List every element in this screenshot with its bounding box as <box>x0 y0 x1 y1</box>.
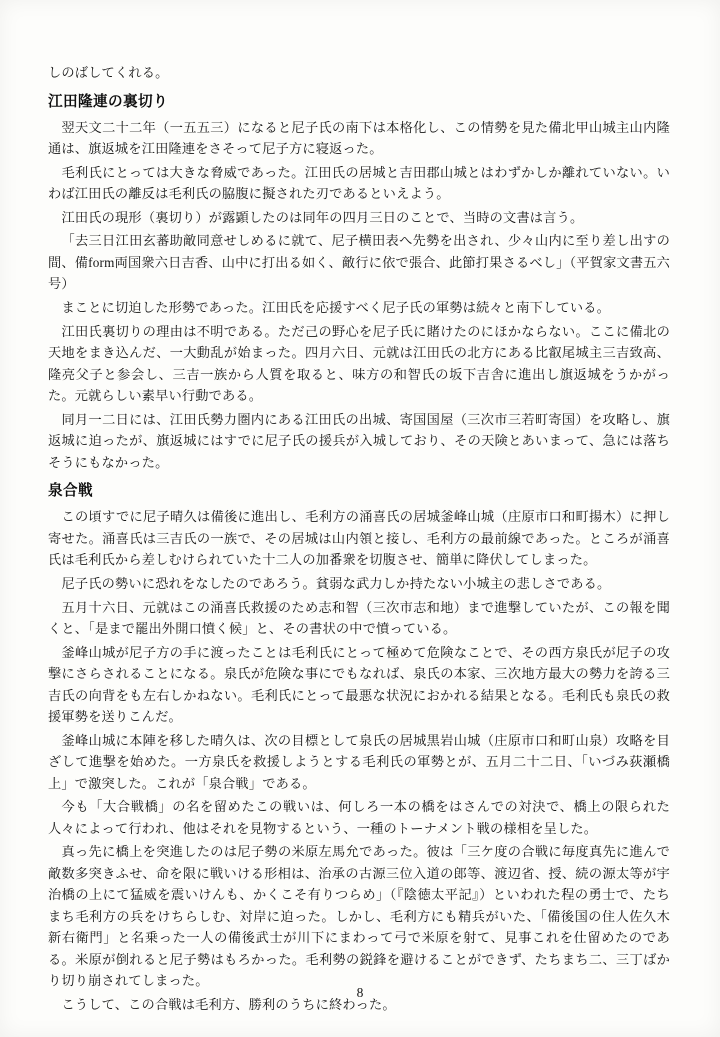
paragraph: しのばしてくれる。 <box>48 65 169 80</box>
page-body <box>48 62 670 1017</box>
paragraph: 翌天文二十二年（一五五三）になると尼子氏の南下は本格化し、この情勢を見た備北甲山城主山内隆通は、旗返城を江田隆連をさそって尼子方に寝返った。 <box>48 119 670 157</box>
paragraph: 五月十六日、元就はこの涌喜氏救援のため志和智（三次市志和地）まで進撃していたが、この報を聞くと、「是まで罷出外開口憤く候」と、その書状の中で憤っている。 <box>48 599 670 637</box>
section-heading-izumi-kassen: 泉合戦 <box>48 483 93 500</box>
quoted-passage: 「去三日江田玄蕃助敵同意せしめるに就て、尼子横田表へ先勢を出され、少々山内に至り差し出すの間、備form両国衆六日吉香、山中に打出る如く、敵行に依で張合、此節打果さるべし」（平賀家文書五六号） <box>48 233 671 292</box>
page-number: 8 <box>356 985 364 1000</box>
section-heading-eda-takatsura: 江田隆連の裏切り <box>48 93 168 110</box>
paragraph: 江田氏裏切りの理由は不明である。ただ己の野心を尼子氏に賭けたのにほかならない。ここに備北の天地をまき込んだ、一大動乱が始まった。四月六日、元就は江田氏の北方にある比叡尾城主三吉致高、隆亮父子と参会し、三吉一族から人質を取ると、味方の和智氏の坂下吉舎に進出し旗返城をうかがった。元就らしい素早い行動である。 <box>48 323 670 404</box>
paragraph: まことに切迫した形勢であった。江田氏を応援すべく尼子氏の軍勢は続々と南下している。 <box>61 299 610 315</box>
paragraph: 真っ先に橋上を突進したのは尼子勢の米原左馬允であった。彼は「三ケ度の合戦に毎度真先に進んで敵数多突きふせ、命を限に戦いける形相は、治承の古源三位入道の郎等、渡辺省、授、続の源太等が宇治橋の上にて猛威を震いけんも、かくこそ有りつらめ」（『陰徳太平記』）といわれた程の勇士で、たちまち毛利方の兵をけちらしむ、対岸に迫った。しかし、毛利方にも精兵がいた、「備後国の住人佐久木新右衛門」と名乗った一人の備後武士が川下にまわって弓で米原を射て、見事これを仕留めたのである。米原が倒れると尼子勢はもろかった。毛利勢の鋭鋒を避けることができず、たちまち二、三丁ばかり切り崩されてしまった。 <box>48 844 670 989</box>
paragraph: 同月一二日には、江田氏勢力圏内にある江田氏の出城、寄国国屋（三次市三若町寄国）を攻略し、旗返城に迫ったが、旗返城にはすでに尼子氏の援兵が入城しており、その天険とあいまって、急には落ちそうにもなかった。 <box>48 411 670 470</box>
paragraph: 釜峰山城に本陣を移した晴久は、次の目標として泉氏の居城黒岩山城（庄原市口和町山泉）攻略を目ざして進撃を始めた。一方泉氏を救援しようとする毛利氏の軍勢とが、五月二十二日、「いづみ荻瀬橋上」で激突した。これが「泉合戦」である。 <box>48 732 670 791</box>
paragraph: 今も「大合戦橋」の名を留めたこの戦いは、何しろ一本の橋をはさんでの対決で、橋上の限られた人々によって行われ、他はそれを見物するという、一種のトーナメント戦の様相を呈した。 <box>48 799 670 836</box>
paragraph: この頃すでに尼子晴久は備後に進出し、毛利方の涌喜氏の居城釜峰山城（庄原市口和町揚木）に押し寄せた。涌喜氏は三吉氏の一族で、その居城は山内領と接し、毛利方の最前線であった。ところが涌喜氏は毛利氏から差しむけられていた十二人の加番衆を切腹させ、簡単に降伏してしまった。 <box>48 509 670 568</box>
paragraph: 釜峰山城が尼子方の手に渡ったことは毛利氏にとって極めて危険なことで、その西方泉氏が尼子の攻撃にさらされることになる。泉氏が危険な事にでもなれば、泉氏の本家、三次地方最大の勢力を誇る三吉氏の向背をも左右しかねない。毛利氏にとって最悪な状況におかれる結果となる。毛利氏も泉氏の救援軍勢を送りこんだ。 <box>48 644 670 725</box>
paragraph: 江田氏の現形（裏切り）が露顕したのは同年の四月三日のことで、当時の文書は言う。 <box>61 209 584 225</box>
paragraph: 毛利氏にとっては大きな脅威であった。江田氏の居城と吉田郡山城とはわずかしか離れていない。いわば江田氏の離反は毛利氏の脇腹に擬された刃であるといえよう。 <box>48 164 670 202</box>
paragraph: こうして、この合戦は毛利方、勝利のうちに終わった。 <box>61 996 396 1012</box>
paragraph: 尼子氏の勢いに恐れをなしたのであろう。貧弱な武力しか持たない小城主の悲しさである。 <box>61 576 611 591</box>
